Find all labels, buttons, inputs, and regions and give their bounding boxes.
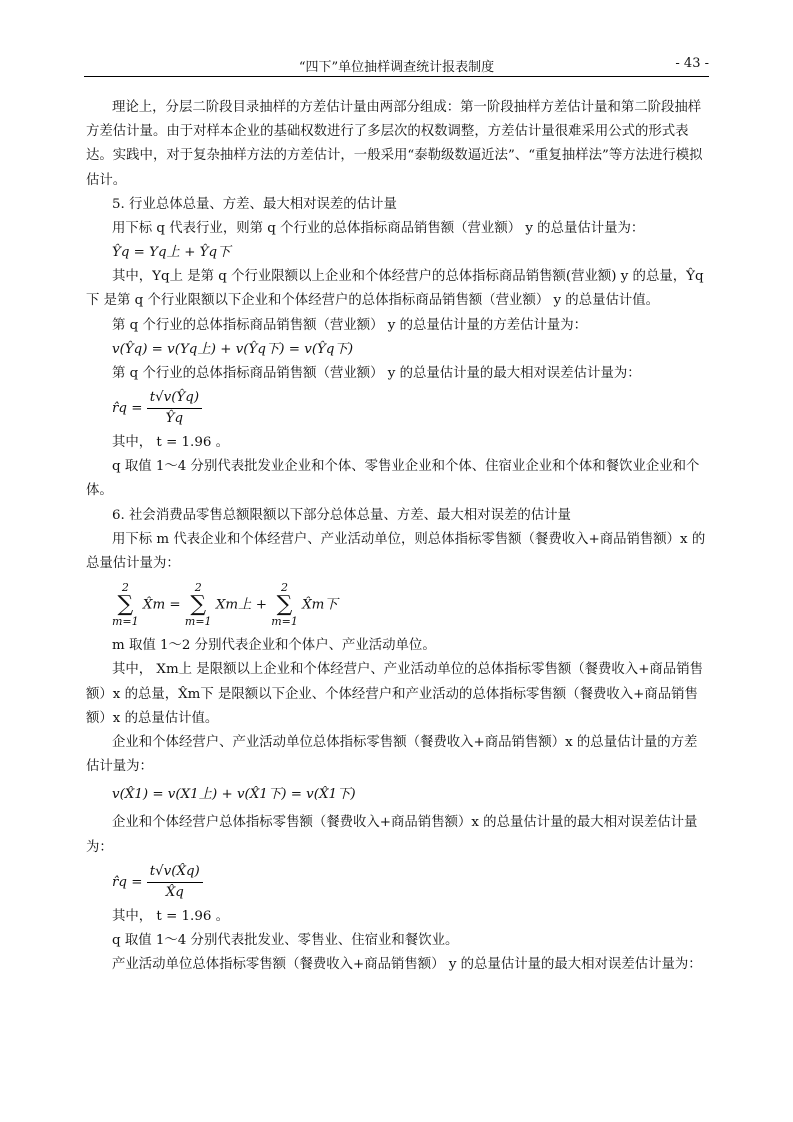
paragraph-variance-label: 第 q 个行业的总体指标商品销售额（营业额） y 的总量估计量的方差估计量为： [112,317,588,333]
sum-symbol: 2 ∑ m=1 [271,581,298,629]
sum-term-3: X̂m下 [302,597,338,613]
header-title: “四下”单位抽样调查统计报表制度 [298,60,495,75]
document-body [86,96,709,977]
fraction-denominator: X̂q [165,884,184,900]
formula-lhs: r̂q = [112,874,143,890]
sum-term-1: X̂m = [142,597,181,613]
sum-symbol: 2 ∑ m=1 [184,581,212,629]
paragraph-variance-intro: 理论上，分层二阶段目录抽样的方差估计量由两部分组成：第一阶段抽样方差估计量和第二阶段抽样方差估计量。由于对样本企业的基础权数进行了多层次的权数调整，方差估计量很难采用公式的形式表达。实践中，对于复杂抽样方法的方差估计，一般采用“泰勒级数逼近法”、“重复抽样法”等方法进行模拟估计。 [86,100,703,188]
formula-max-relative-error-industry [86,388,709,429]
paragraph-retail-variance-label: 企业和个体经营户、产业活动单位总体指标零售额（餐费收入+商品销售额）x 的总量估计量的方差估计量为： [86,735,698,775]
formula-retail-sum [86,582,709,628]
paragraph-industry-definition: 其中，Yq上 是第 q 个行业限额以上企业和个体经营户的总体指标商品销售额(营业额) y 的总量，Ŷq下 是第 q 个行业限额以下企业和个体经营户的总体指标商品销售额（营业额） y 的总量估计值。 [86,269,704,309]
page-header [84,56,709,77]
formula-retail-variance: v(X̂1) = v(X1上) + v(X̂1下) = v(X̂1下) [112,787,356,803]
formula-industry-total: Ŷq = Yq上 + Ŷq下 [112,245,231,261]
fraction-denominator: Ŷq [165,411,184,427]
paragraph-m-subscript: 用下标 m 代表企业和个体经营户、产业活动单位，则总体指标零售额（餐费收入+商品销售额）x 的总量估计量为： [86,531,706,572]
formula-industry-variance: v(Ŷq) = v(Yq上) + v(Ŷq下) = v(Ŷq下) [112,341,354,357]
paragraph-retail-definition: 其中， Xm上 是限额以上企业和个体经营户、产业活动单位的总体指标零售额（餐费收入+商品销售额）x 的总量，X̂m下 是限额以下企业、个体经营户和产业活动的总体指标零售额（餐费收入+商品销售额）x 的总量估计值。 [86,662,703,726]
paragraph-industry-subscript: 用下标 q 代表行业，则第 q 个行业的总体指标商品销售额（营业额） y 的总量估计量为： [112,221,645,237]
section-heading-6: 6. 社会消费品零售总额限额以下部分总体总量、方差、最大相对误差的估计量 [112,507,571,523]
page-number: - 43 - [675,56,709,71]
paragraph-t-value: 其中， t = 1.96 。 [112,435,230,451]
fraction-numerator: t√v(X̂q) [147,862,203,883]
paragraph-t-value-2: 其中， t = 1.96 。 [112,908,230,924]
section-heading-5: 5. 行业总体总量、方差、最大相对误差的估计量 [112,196,397,212]
paragraph-retail-max-error-label: 企业和个体经营户总体指标零售额（餐费收入+商品销售额）x 的总量估计量的最大相对误差估计量为： [86,815,698,855]
paragraph-m-values: m 取值 1～2 分别代表企业和个体户、产业活动单位。 [112,638,436,654]
fraction [147,388,202,429]
formula-max-relative-error-retail [86,862,709,903]
sum-term-2: Xm上 + [215,597,267,613]
fraction [147,862,203,903]
sum-symbol: 2 ∑ m=1 [112,581,139,629]
paragraph-activity-unit-error-label: 产业活动单位总体指标零售额（餐费收入+商品销售额） y 的总量估计量的最大相对误差估计量为： [112,957,702,973]
formula-lhs: r̂q = [112,401,143,417]
fraction-numerator: t√v(Ŷq) [147,388,202,409]
paragraph-q-values-2: q 取值 1～4 分别代表批发业、零售业、住宿业和餐饮业。 [112,933,459,949]
paragraph-q-values: q 取值 1～4 分别代表批发业企业和个体、零售业企业和个体、住宿业企业和个体和餐饮业企业和个体。 [86,459,700,499]
paragraph-max-error-label: 第 q 个行业的总体指标商品销售额（营业额） y 的总量估计量的最大相对误差估计量为： [112,365,641,381]
